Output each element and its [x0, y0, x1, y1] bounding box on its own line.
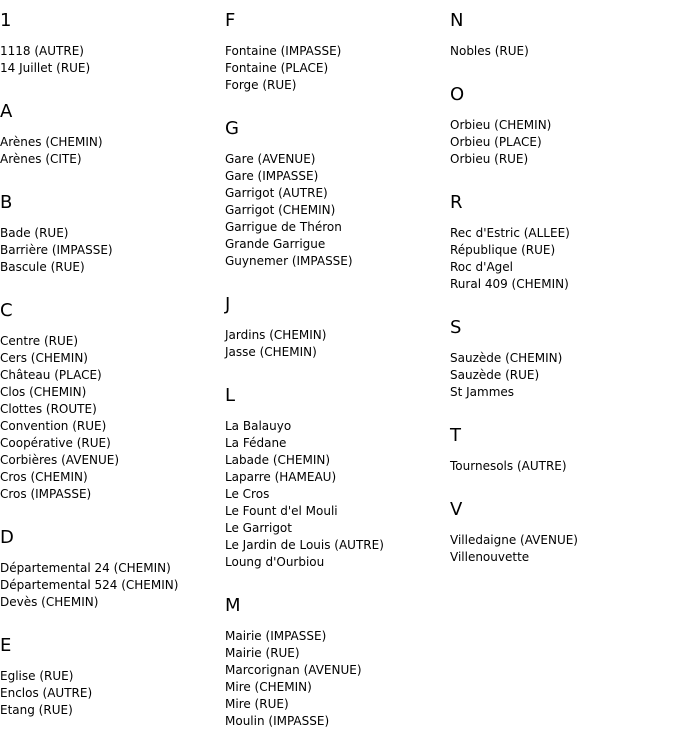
street-link[interactable]: St Jammes — [450, 385, 515, 399]
street-link[interactable]: Devès (CHEMIN) — [0, 595, 99, 609]
street-link[interactable]: 1118 (AUTRE) — [0, 44, 84, 58]
street-link[interactable]: Le Fount d'el Mouli — [225, 504, 338, 518]
street-link[interactable]: Mairie (RUE) — [225, 646, 300, 660]
group-spacer — [225, 270, 450, 284]
street-link[interactable]: Forge (RUE) — [225, 78, 297, 92]
group-spacer — [0, 276, 225, 290]
street-link[interactable]: Corbières (AVENUE) — [0, 453, 120, 467]
group-spacer — [450, 401, 675, 415]
street-link[interactable]: Fontaine (PLACE) — [225, 61, 329, 75]
street-link[interactable]: Moulin (IMPASSE) — [225, 714, 330, 728]
street-link[interactable]: Arènes (CHEMIN) — [0, 135, 103, 149]
street-list — [450, 447, 675, 475]
street-link[interactable]: Mairie (IMPASSE) — [225, 629, 327, 643]
street-link[interactable]: Départemental 524 (CHEMIN) — [0, 578, 179, 592]
letter-group — [0, 0, 225, 91]
street-index-column-1 — [0, 0, 225, 733]
group-spacer — [450, 566, 675, 580]
street-link[interactable]: Villenouvette — [450, 550, 530, 564]
street-link[interactable]: Cros (IMPASSE) — [0, 487, 92, 501]
street-link[interactable]: Rec d'Estric (ALLEE) — [450, 226, 570, 240]
group-spacer — [0, 77, 225, 91]
street-link[interactable]: Orbieu (CHEMIN) — [450, 118, 552, 132]
street-link[interactable]: Villedaigne (AVENUE) — [450, 533, 578, 547]
street-link[interactable]: Clottes (ROUTE) — [0, 402, 97, 416]
street-link[interactable]: Bascule (RUE) — [0, 260, 85, 274]
letter-heading: R — [450, 192, 463, 213]
street-link[interactable]: 14 Juillet (RUE) — [0, 61, 91, 75]
street-link[interactable]: Rural 409 (CHEMIN) — [450, 277, 569, 291]
street-link[interactable]: Guynemer (IMPASSE) — [225, 254, 353, 268]
street-link[interactable]: Bade (RUE) — [0, 226, 69, 240]
letter-heading: 1 — [0, 10, 12, 31]
street-list — [450, 214, 675, 293]
letter-heading: M — [225, 595, 241, 616]
street-link[interactable]: Orbieu (RUE) — [450, 152, 529, 166]
street-list — [0, 322, 225, 503]
street-link[interactable]: Le Garrigot — [225, 521, 292, 535]
street-index-column-2 — [225, 0, 450, 744]
letter-group — [0, 290, 225, 517]
street-link[interactable]: Jasse (CHEMIN) — [225, 345, 317, 359]
street-link[interactable]: Labade (CHEMIN) — [225, 453, 331, 467]
letter-heading: T — [450, 425, 461, 446]
street-link[interactable]: Garrigot (CHEMIN) — [225, 203, 336, 217]
letter-heading: V — [450, 499, 463, 520]
letter-group — [450, 182, 675, 307]
letter-heading: E — [0, 635, 12, 656]
street-link[interactable]: Coopérative (RUE) — [0, 436, 111, 450]
letter-heading: B — [0, 192, 13, 213]
letter-group — [450, 415, 675, 489]
letter-group — [225, 585, 450, 744]
street-list — [450, 521, 675, 566]
letter-heading: N — [450, 10, 464, 31]
street-list — [0, 32, 225, 77]
group-spacer — [0, 168, 225, 182]
street-link[interactable]: Départemental 24 (CHEMIN) — [0, 561, 171, 575]
street-link[interactable]: Enclos (AUTRE) — [0, 686, 93, 700]
street-link[interactable]: Tournesols (AUTRE) — [450, 459, 567, 473]
street-link[interactable]: Gare (IMPASSE) — [225, 169, 319, 183]
street-link[interactable]: Garrigot (AUTRE) — [225, 186, 328, 200]
letter-heading: A — [0, 101, 13, 122]
group-spacer — [225, 94, 450, 108]
street-link[interactable]: Sauzède (RUE) — [450, 368, 540, 382]
group-spacer — [450, 168, 675, 182]
letter-group — [0, 182, 225, 290]
street-link[interactable]: Barrière (IMPASSE) — [0, 243, 113, 257]
letter-heading: G — [225, 118, 239, 139]
group-spacer — [0, 719, 225, 733]
street-list — [450, 32, 675, 60]
street-link[interactable]: République (RUE) — [450, 243, 556, 257]
street-link[interactable]: Eglise (RUE) — [0, 669, 74, 683]
letter-group — [0, 625, 225, 733]
street-list — [225, 617, 450, 730]
street-list — [0, 123, 225, 168]
street-link[interactable]: Le Cros — [225, 487, 270, 501]
street-list — [450, 339, 675, 401]
street-list — [225, 316, 450, 361]
street-link[interactable]: Le Jardin de Louis (AUTRE) — [225, 538, 384, 552]
street-link[interactable]: Laparre (HAMEAU) — [225, 470, 337, 484]
street-list — [225, 32, 450, 94]
group-spacer — [225, 361, 450, 375]
letter-group — [450, 74, 675, 182]
street-link[interactable]: Loung d'Ourbiou — [225, 555, 325, 569]
letter-heading: L — [225, 385, 236, 406]
group-spacer — [225, 730, 450, 744]
letter-group — [225, 375, 450, 585]
street-link[interactable]: Convention (RUE) — [0, 419, 107, 433]
street-link[interactable]: Centre (RUE) — [0, 334, 79, 348]
letter-group — [0, 91, 225, 182]
group-spacer — [225, 571, 450, 585]
street-link[interactable]: Orbieu (PLACE) — [450, 135, 542, 149]
letter-heading: O — [450, 84, 465, 105]
street-list — [225, 407, 450, 571]
street-link[interactable]: Jardins (CHEMIN) — [225, 328, 327, 342]
street-list — [225, 140, 450, 270]
street-link[interactable]: La Balauyo — [225, 419, 292, 433]
street-link[interactable]: Sauzède (CHEMIN) — [450, 351, 563, 365]
letter-group — [450, 489, 675, 580]
letter-group — [0, 517, 225, 625]
letter-heading: J — [225, 294, 231, 315]
street-link[interactable]: Grande Garrigue — [225, 237, 326, 251]
group-spacer — [450, 475, 675, 489]
group-spacer — [450, 293, 675, 307]
group-spacer — [0, 611, 225, 625]
street-link[interactable]: Cros (CHEMIN) — [0, 470, 88, 484]
street-link[interactable]: Fontaine (IMPASSE) — [225, 44, 342, 58]
street-link[interactable]: La Fédane — [225, 436, 287, 450]
street-index-column-3 — [450, 0, 675, 580]
letter-heading: S — [450, 317, 462, 338]
street-link[interactable]: Nobles (RUE) — [450, 44, 529, 58]
letter-group — [450, 307, 675, 415]
street-link[interactable]: Etang (RUE) — [0, 703, 73, 717]
letter-group — [225, 108, 450, 284]
group-spacer — [0, 503, 225, 517]
street-link[interactable]: Cers (CHEMIN) — [0, 351, 88, 365]
letter-heading: C — [0, 300, 13, 321]
letter-group — [225, 0, 450, 108]
letter-heading: F — [225, 10, 236, 31]
letter-group — [450, 0, 675, 74]
street-link[interactable]: Garrigue de Théron — [225, 220, 342, 234]
street-link[interactable]: Château (PLACE) — [0, 368, 102, 382]
street-link[interactable]: Mire (CHEMIN) — [225, 680, 312, 694]
street-link[interactable]: Mire (RUE) — [225, 697, 289, 711]
street-list — [0, 657, 225, 719]
street-list — [0, 549, 225, 611]
street-link[interactable]: Arènes (CITE) — [0, 152, 82, 166]
street-list — [450, 106, 675, 168]
letter-group — [225, 284, 450, 375]
street-link[interactable]: Clos (CHEMIN) — [0, 385, 87, 399]
street-link[interactable]: Gare (AVENUE) — [225, 152, 316, 166]
letter-heading: D — [0, 527, 14, 548]
street-link[interactable]: Marcorignan (AVENUE) — [225, 663, 362, 677]
street-link[interactable]: Roc d'Agel — [450, 260, 514, 274]
street-list — [0, 214, 225, 276]
group-spacer — [450, 60, 675, 74]
